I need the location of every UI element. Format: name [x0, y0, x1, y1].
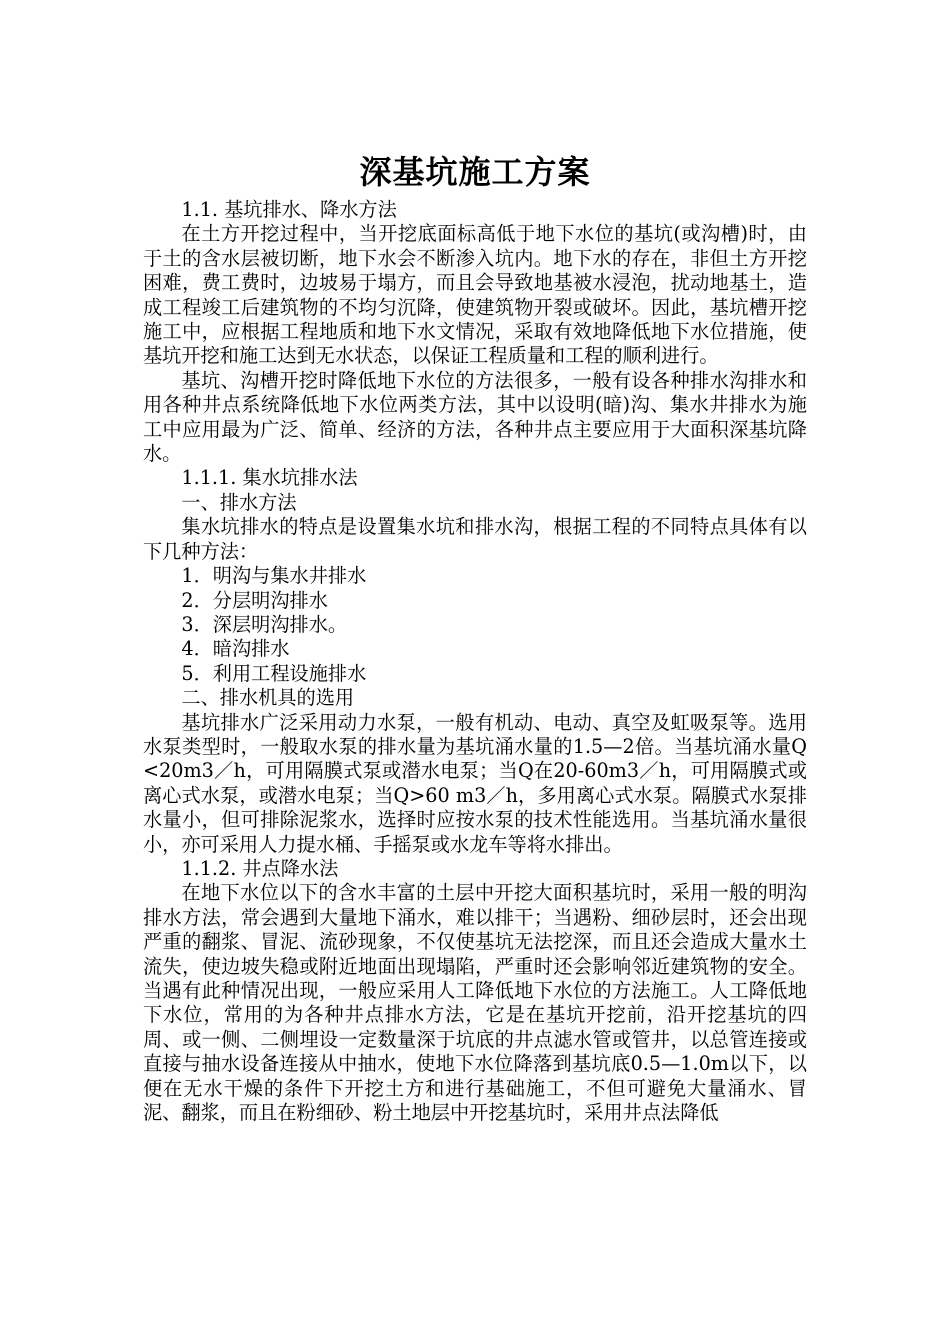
section-heading-1-1-1: 1.1.1. 集水坑排水法: [181, 466, 358, 490]
paragraph-well-point-dewatering: 在地下水位以下的含水丰富的土层中开挖大面积基坑时，采用一般的明沟排水方法，常会遇到大量地下涌水，难以排干；当遇粉、细砂层时，还会出现严重的翻浆、冒泥、流砂现象，不仅使基坑无法挖深，而且还会造成大量水土流失，使边坡失稳或附近地面出现塌陷，严重时还会影响邻近建筑物的安全。当遇有此种情况出现，一般应采用人工降低地下水位的方法施工。人工降低地下水位，常用的为各种井点排水方法，它是在基坑开挖前，沿开挖基坑的四周、或一侧、二侧埋设一定数量深于坑底的井点滤水管或管井，以总管连接或直接与抽水设备连接从中抽水，使地下水位降落到基坑底0.5—1.0m以下，以便在无水干燥的条件下开挖土方和进行基础施工，不但可避免大量涌水、冒泥、翻浆，而且在粉细砂、粉土地层中开挖基坑时，采用井点法降低: [143, 881, 807, 1125]
list-item-method-3: 3．深层明沟排水。: [181, 612, 348, 636]
document-title: 深基坑施工方案: [359, 153, 591, 191]
section-heading-1-1: 1.1. 基坑排水、降水方法: [181, 198, 397, 221]
list-item-method-5: 5．利用工程设施排水: [181, 661, 367, 685]
section-heading-1-1-2: 1.1.2. 井点降水法: [181, 856, 339, 880]
list-item-method-4: 4．暗沟排水: [181, 637, 290, 661]
paragraph-groundwater-intro: 在土方开挖过程中，当开挖底面标高低于地下水位的基坑(或沟槽)时，由于土的含水层被切断，地下水会不断渗入坑内。地下水的存在，非但土方开挖困难，费工费时，边坡易于塌方，而且会导致地基被水浸泡，扰动地基土，造成工程竣工后建筑物的不均匀沉降，使建筑物开裂或破坏。因此，基坑槽开挖施工中，应根据工程地质和地下水文情况，采取有效地降低地下水位措施，使基坑开挖和施工达到无水状态，以保证工程质量和工程的顺利进行。: [143, 222, 807, 368]
list-item-method-1: 1．明沟与集水井排水: [181, 564, 367, 588]
paragraph-pump-selection: 基坑排水广泛采用动力水泵，一般有机动、电动、真空及虹吸泵等。选用水泵类型时，一般取水泵的排水量为基坑涌水量的1.5—2倍。当基坑涌水量Q<20m3／h，可用隔膜式泵或潜水电泵；当Q在20-60m3／h，可用隔膜式或离心式水泵，或潜水电泵；当Q>60 m3／h，多用离心式水泵。隔膜式水泵排水量小，但可排除泥浆水，选择时应按水泵的技术性能选用。当基坑涌水量很小，亦可采用人力提水桶、手摇泵或水龙车等将水排出。: [143, 710, 807, 856]
list-item-method-2: 2．分层明沟排水: [181, 588, 328, 612]
subheading-pump-selection: 二、排水机具的选用: [181, 686, 355, 710]
subheading-drainage-methods: 一、排水方法: [181, 490, 297, 514]
paragraph-dewatering-methods: 基坑、沟槽开挖时降低地下水位的方法很多，一般有设各种排水沟排水和用各种井点系统降低地下水位两类方法，其中以设明(暗)沟、集水井排水为施工中应用最为广泛、简单、经济的方法，各种井点主要应用于大面积深基坑降水。: [143, 368, 807, 466]
paragraph-sump-drainage: 集水坑排水的特点是设置集水坑和排水沟，根据工程的不同特点具体有以下几种方法：: [143, 515, 807, 563]
document-body: [143, 150, 807, 1125]
